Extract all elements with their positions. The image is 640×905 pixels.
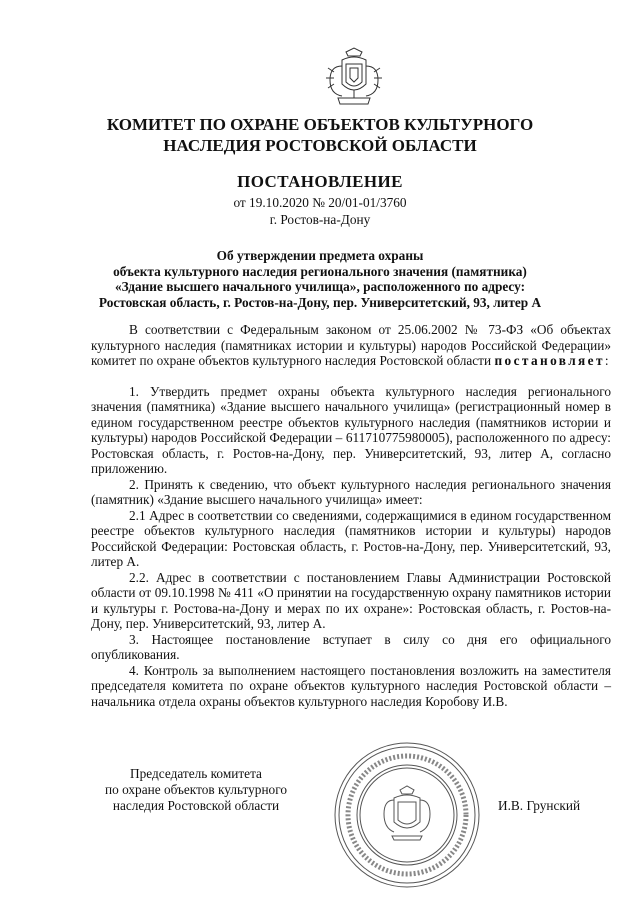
position-line-3: наследия Ростовской области (112, 798, 280, 813)
document-body (91, 322, 611, 709)
title-line-3: «Здание высшего начального училища», расположенного по адресу: (114, 279, 526, 294)
organization-name (60, 114, 580, 156)
coat-of-arms-icon (324, 46, 384, 108)
preamble-text: В соответствии с Федеральным законом от 25.06.2002 № 73-ФЗ «Об объектах культурного наследия (памятниках истории и культуры) народов Российской Федерации» комитет по охране объектов культурного наследия Ростовской области (91, 322, 611, 368)
clause-3: 3. Настоящее постановление вступает в силу со дня его официального опубликования. (91, 631, 611, 662)
title-line-4: Ростовская область, г. Ростов-на-Дону, пер. Университетский, 93, литер А (98, 294, 542, 310)
position-line-1: Председатель комитета (130, 766, 262, 781)
preamble-paragraph (91, 322, 611, 369)
document-number: от 19.10.2020 № 20/01-01/3760 (233, 195, 407, 210)
clause-2-1: 2.1 Адрес в соответствии со сведениями, содержащимися в едином государственном реестре объектов культурного наследия (памятников истории и культуры) народов Российской Федерации: Ростовская область, г. Ростов-на-Дону, пер. Университетский, 93, литер А. (91, 507, 611, 569)
paragraph-gap (91, 369, 611, 384)
official-seal-icon (332, 740, 482, 890)
document-city: г. Ростов-на-Дону (269, 212, 371, 227)
position-line-2: по охране объектов культурного (105, 782, 287, 797)
signatory-name: И.В. Грунский (498, 798, 581, 813)
clause-2: 2. Принять к сведению, что объект культурного наследия регионального значения (памятник) «Здание высшего начального училища» имеет: (91, 476, 611, 507)
document-type: ПОСТАНОВЛЕНИЕ (237, 172, 403, 191)
decree-word: постановляет (494, 353, 605, 368)
document-details (60, 194, 580, 228)
clause-1: 1. Утвердить предмет охраны объекта культурного наследия регионального значения (памятника) «Здание высшего начального училища» (регистрационный номер в едином государственном реестре объектов культурного наследия (памятников истории и культуры) народов Российской Федерации – 611710775980005), расположенного по адресу: Ростовская область, г. Ростов-на-Дону, пер. Университетский, 93, литер А, согласно приложению. (91, 383, 611, 476)
document-title (70, 248, 570, 310)
signatory-position (86, 766, 306, 814)
clause-2-2: 2.2. Адрес в соответствии с постановлением Главы Администрации Ростовской области от 09.10.1998 № 411 «О принятии на государственную охрану памятников истории и культуры г. Ростова-на-Дону и мерах по их охране»: Ростовская область, г. Ростов-на-Дону, пер. Университетский, 93, литер А. (91, 569, 611, 631)
decree-colon: : (604, 353, 609, 368)
clause-4: 4. Контроль за выполнением настоящего постановления возложить на заместителя председателя комитета по охране объектов культурного наследия Ростовской области – начальника отдела охраны объектов культурного наследия Коробову И.В. (91, 662, 611, 709)
title-line-2: объекта культурного наследия регионального значения (памятника) (113, 263, 527, 279)
org-line-1: КОМИТЕТ ПО ОХРАНЕ ОБЪЕКТОВ КУЛЬТУРНОГО (106, 115, 534, 134)
org-line-2: НАСЛЕДИЯ РОСТОВСКОЙ ОБЛАСТИ (163, 136, 477, 155)
title-line-1: Об утверждении предмета охраны (216, 248, 424, 263)
